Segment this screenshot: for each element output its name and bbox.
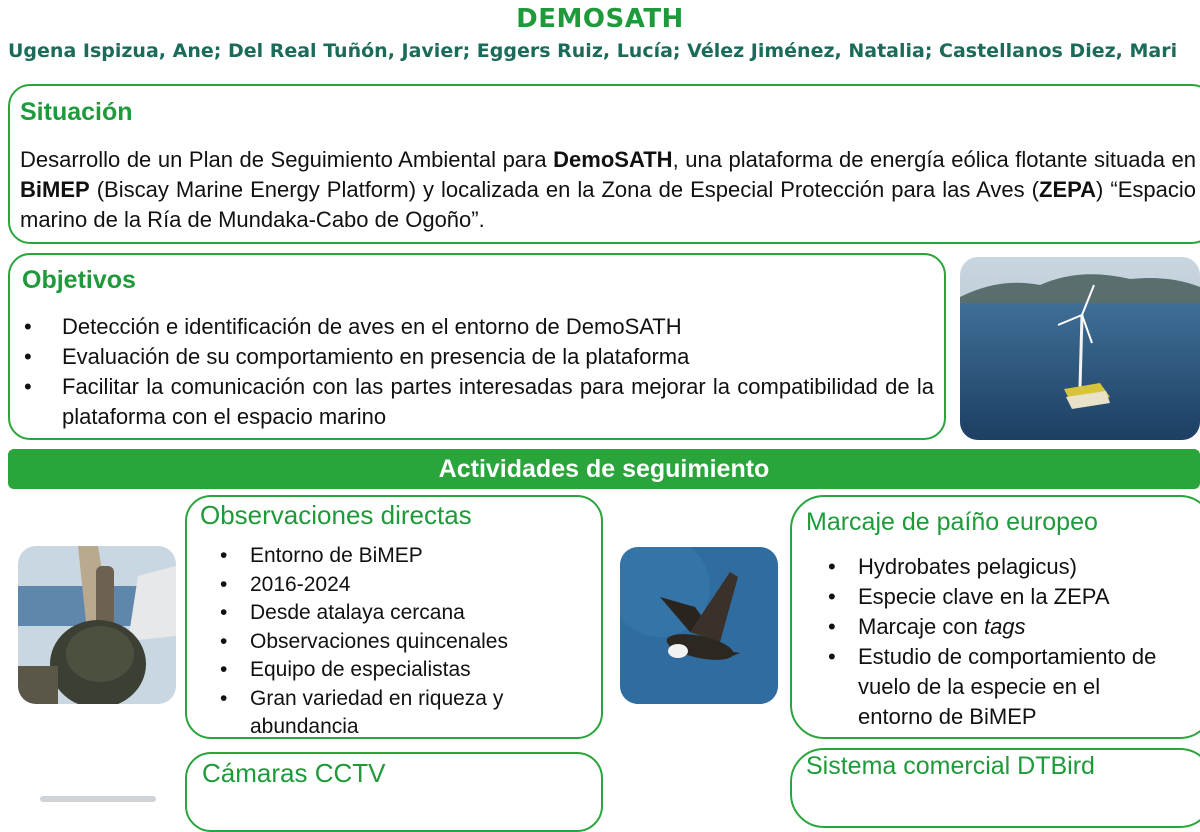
marcaje-item-text: tags [983, 614, 1026, 639]
observacion-item: • Entorno de BiMEP [216, 542, 576, 571]
observacion-item: • Desde atalaya cercana [216, 599, 576, 628]
situacion-bold-term: ZEPA [1039, 177, 1097, 202]
observer-photo [18, 546, 176, 704]
marcaje-item-text: Marcaje con [858, 614, 984, 639]
marcaje-item [824, 552, 1174, 582]
marcaje-item [824, 642, 1174, 732]
situacion-bold-term: BiMEP [20, 177, 90, 202]
marcaje-item [824, 582, 1174, 612]
observacion-item: • 2016-2024 [216, 571, 576, 600]
objetivos-list [10, 312, 934, 432]
objetivo-item: • Evaluación de su comportamiento en presencia de la plataforma [10, 342, 934, 372]
situacion-paragraph [20, 145, 1196, 235]
situacion-bold-term: DemoSATH [553, 147, 673, 172]
observacion-item: • Gran variedad en riqueza y abundancia [216, 685, 576, 742]
floating-wind-turbine-photo [960, 257, 1200, 440]
marcaje-item-text: Hydrobates pelagicus) [858, 554, 1077, 579]
dtbird-title: Sistema comercial DTBird [806, 752, 1095, 780]
marcaje-item-text: Estudio de comportamiento de vuelo de la especie en el entorno de BiMEP [858, 644, 1157, 729]
observaciones-list [216, 542, 576, 742]
authors-line: Ugena Ispizua, Ane; Del Real Tuñón, Javier; Eggers Ruiz, Lucía; Vélez Jiménez, Natalia; Castellanos Diez, Mari [8, 40, 1178, 62]
situacion-text-run: , una plataforma de energía eólica flotante situada en [672, 147, 1196, 172]
marcaje-list [824, 552, 1174, 732]
observaciones-title: Observaciones directas [200, 500, 472, 530]
observacion-item: • Observaciones quincenales [216, 628, 576, 657]
poster-title: DEMOSATH [516, 4, 684, 34]
objetivo-item: • Facilitar la comunicación con las partes interesadas para mejorar la compatibilidad de la plataforma con el espacio marino [10, 372, 934, 432]
camaras-title: Cámaras CCTV [202, 758, 386, 788]
situacion-title: Situación [20, 98, 133, 126]
camaras-photo-edge [40, 796, 156, 802]
situacion-text-run: Desarrollo de un Plan de Seguimiento Ambiental para [20, 147, 554, 172]
marcaje-item [824, 612, 1174, 642]
objetivos-title: Objetivos [22, 266, 136, 294]
objetivo-item: • Detección e identificación de aves en el entorno de DemoSATH [10, 312, 934, 342]
actividades-header: Actividades de seguimiento [8, 449, 1200, 489]
situacion-text-run: ) “Espacio marino de la Ría de Mundaka-Cabo de Ogoño”. [20, 177, 1196, 232]
situacion-text-run: (Biscay Marine Energy Platform) y localizada en la Zona de Especial Protección para las Aves ( [89, 177, 1039, 202]
marcaje-title: Marcaje de paíño europeo [806, 508, 1098, 536]
observacion-item: • Equipo de especialistas [216, 656, 576, 685]
storm-petrel-photo [620, 547, 778, 704]
marcaje-item-text: Especie clave en la ZEPA [858, 584, 1110, 609]
